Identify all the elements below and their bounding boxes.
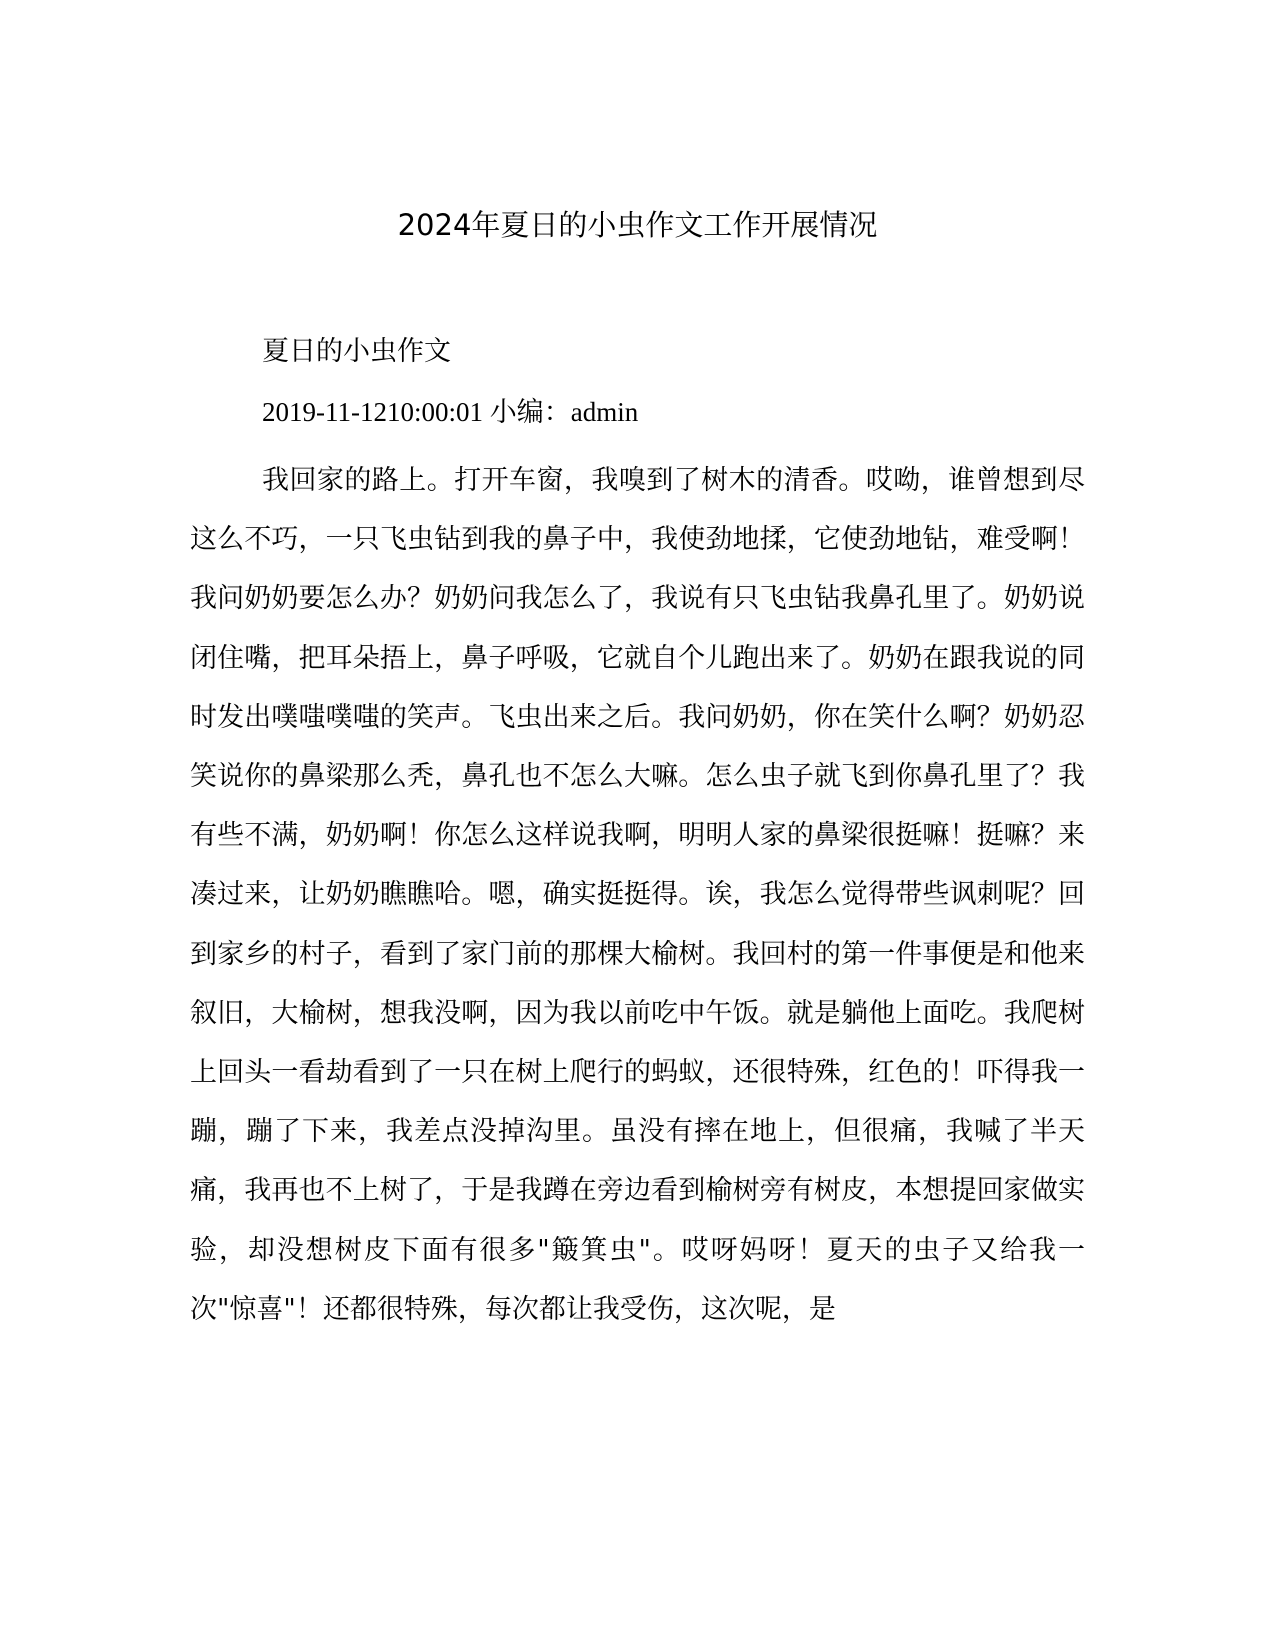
essay-paragraph: 我回家的路上。打开车窗，我嗅到了树木的清香。哎呦，谁曾想到尽这么不巧，一只飞虫钻到我的鼻子中，我使劲地揉，它使劲地钻，难受啊！我问奶奶要怎么办？奶奶问我怎么了，我说有只飞虫钻我鼻孔里了。奶奶说闭住嘴，把耳朵捂上，鼻子呼吸，它就自个儿跑出来了。奶奶在跟我说的同时发出噗嗤噗嗤的笑声。飞虫出来之后。我问奶奶，你在笑什么啊？奶奶忍笑说你的鼻梁那么秃，鼻孔也不怎么大嘛。怎么虫子就飞到你鼻孔里了？我有些不满，奶奶啊！你怎么这样说我啊，明明人家的鼻梁很挺嘛！挺嘛？来凑过来，让奶奶瞧瞧哈。嗯，确实挺挺得。诶，我怎么觉得带些讽刺呢？回到家乡的村子，看到了家门前的那棵大榆树。我回村的第一件事便是和他来叙旧，大榆树，想我没啊，因为我以前吃中午饭。就是躺他上面吃。我爬树上回头一看劫看到了一只在树上爬行的蚂蚁，还很特殊，红色的！吓得我一蹦，蹦了下来，我差点没掉沟里。虽没有摔在地上，但很痛，我喊了半天痛，我再也不上树了，于是我蹲在旁边看到榆树旁有树皮，本想提回家做实验，却没想树皮下面有很多"簸箕虫"。哎呀妈呀！夏天的虫子又给我一次"惊喜"！还都很特殊，每次都让我受伤，这次呢，是 (190, 465, 1085, 1325)
essay-meta: 2019-11-1210:00:01 小编：admin (262, 397, 639, 427)
document-title: 2024年夏日的小虫作文工作开展情况 (397, 208, 878, 242)
essay-subtitle: 夏日的小虫作文 (262, 336, 451, 367)
